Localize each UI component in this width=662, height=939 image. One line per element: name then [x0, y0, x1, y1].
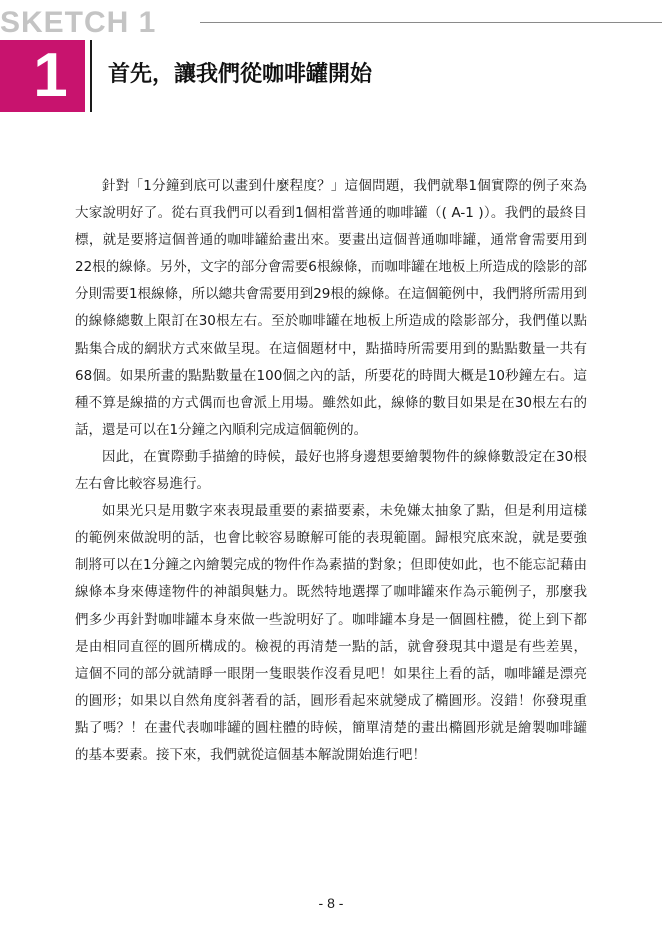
- page-number: - 8 -: [318, 895, 344, 911]
- header-divider: [200, 22, 662, 23]
- page-title: 首先，讓我們從咖啡罐開始: [108, 62, 373, 87]
- chapter-number: 1: [33, 41, 68, 110]
- chapter-number-box: [0, 40, 85, 112]
- paragraph: 因此，在實際動手描繪的時候，最好也將身邊想要繪製物件的線條數設定在30根左右會比較容易進行。: [75, 448, 587, 493]
- title-rule: [90, 40, 92, 112]
- body-text: [75, 173, 587, 769]
- sketch-label: SKETCH 1: [0, 6, 157, 39]
- paragraph: 如果光只是用數字來表現最重要的素描要素，未免嫌太抽象了點，但是利用這樣的範例來做說明的話，也會比較容易瞭解可能的表現範圍。歸根究底來說，就是要強制將可以在1分鐘之內繪製完成的物件作為素描的對象；但即使如此，也不能忘記藉由線條本身來傳達物件的神韻與魅力。既然特地選擇了咖啡罐來作為示範例子，那麼我們多少再針對咖啡罐本身來做一些說明好了。咖啡罐本身是一個圓柱體，從上到下都是由相同直徑的圓所構成的。檢視的再清楚一點的話，就會發現其中還是有些差異，這個不同的部分就請睜一眼閉一隻眼裝作沒看見吧！如果往上看的話，咖啡罐是漂亮的圓形；如果以自然角度斜著看的話，圓形看起來就變成了橢圓形。沒錯！你發現重點了嗎？！在畫代表咖啡罐的圓柱體的時候，簡單清楚的畫出橢圓形就是繪製咖啡罐的基本要素。接下來，我們就從這個基本解說開始進行吧！: [75, 503, 587, 763]
- paragraph: 針對「1分鐘到底可以畫到什麼程度？」這個問題，我們就舉1個實際的例子來為大家說明好了。從右頁我們可以看到1個相當普通的咖啡罐（( A-1 )）。我們的最終目標，就是要將這個普通的咖啡罐給畫出來。要畫出這個普通咖啡罐，通常會需要用到22根的線條。另外，文字的部分會需要6根線條，而咖啡罐在地板上所造成的陰影的部分則需要1根線條，所以總共會需要用到29根的線條。在這個範例中，我們將所需用到的線條總數上限訂在30根左右。至於咖啡罐在地板上所造成的陰影部分，我們僅以點點集合成的網狀方式來做呈現。在這個題材中，點描時所需要用到的點點數量一共有68個。如果所畫的點點數量在100個之內的話，所要花的時間大概是10秒鐘左右。這種不算是線描的方式偶而也會派上用場。雖然如此，線條的數目如果是在30根左右的話，還是可以在1分鐘之內順利完成這個範例的。: [75, 178, 587, 438]
